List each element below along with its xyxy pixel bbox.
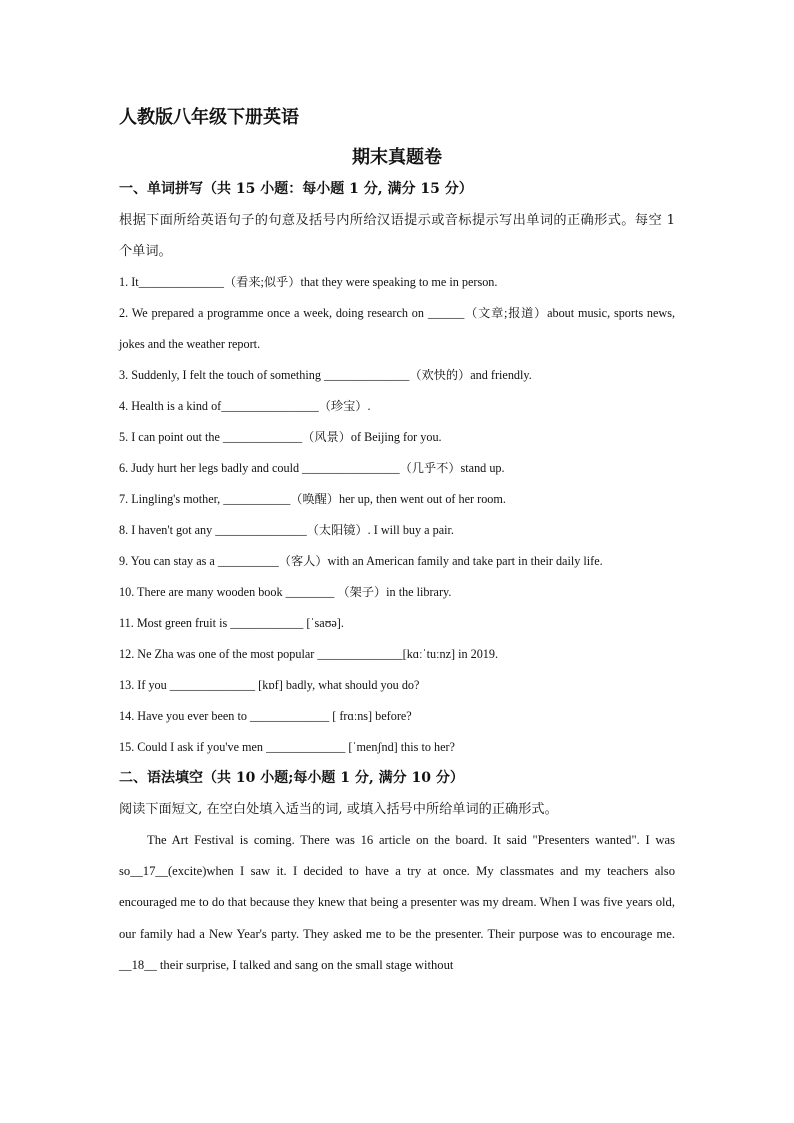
question-item: 2. We prepared a programme once a week, doing research on ______（文章;报道）about music, sports news, jokes and the weather report. — [119, 306, 675, 351]
section-instruction: 根据下面所给英语句子的句意及括号内所给汉语提示或音标提示写出单词的正确形式。每空 1 个单词。 — [119, 213, 675, 259]
section-spelling — [119, 174, 675, 763]
question-list — [119, 267, 675, 763]
document-subtitle: 期末真题卷 — [352, 147, 442, 168]
document-body — [119, 103, 675, 981]
question-item: 9. You can stay as a __________（客人）with an American family and take part in their daily life. — [119, 554, 603, 568]
question-item: 8. I haven't got any _______________（太阳镜）. I will buy a pair. — [119, 523, 454, 537]
section-grammar — [119, 763, 675, 981]
question-item: 5. I can point out the _____________（风景）of Beijing for you. — [119, 430, 442, 444]
question-item: 12. Ne Zha was one of the most popular ______________[kɑːˈtuːnz] in 2019. — [119, 647, 499, 661]
reading-passage: The Art Festival is coming. There was 16 article on the board. It said "Presenters wanted". I was so__17__(excite)when I saw it. I decided to have a try at once. My classmates and my teachers also encouraged me to do that because they knew that being a presenter was my dream. When I was five years old, our family had a New Year's party. They asked me to be the presenter. Their purpose was to encourage me. __18__ their surprise, I talked and sang on the small stage without — [119, 833, 675, 972]
question-item: 15. Could I ask if you've men _____________ [ˈmenʃnd] this to her? — [119, 740, 455, 754]
question-item: 6. Judy hurt her legs badly and could ________________（几乎不）stand up. — [119, 461, 505, 475]
question-item: 3. Suddenly, I felt the touch of something ______________（欢快的）and friendly. — [119, 368, 532, 382]
question-item: 1. It______________（看来;似乎）that they were speaking to me in person. — [119, 275, 498, 289]
question-item: 10. There are many wooden book ________ （架子）in the library. — [119, 585, 452, 599]
question-item: 7. Lingling's mother, ___________（唤醒）her up, then went out of her room. — [119, 492, 506, 506]
question-item: 13. If you ______________ [kɒf] badly, what should you do? — [119, 678, 420, 692]
section-heading: 一、单词拼写（共 15 小题：每小题 1 分, 满分 15 分） — [119, 181, 473, 197]
section-heading: 二、语法填空（共 10 小题;每小题 1 分, 满分 10 分） — [119, 770, 464, 786]
question-item: 11. Most green fruit is ____________ [ˈsaʊə]. — [119, 616, 344, 630]
section-instruction: 阅读下面短文, 在空白处填入适当的词, 或填入括号中所给单词的正确形式。 — [119, 802, 558, 817]
question-item: 14. Have you ever been to _____________ [ frɑːns] before? — [119, 709, 412, 723]
document-title: 人教版八年级下册英语 — [119, 107, 299, 128]
question-item: 4. Health is a kind of________________（珍宝）. — [119, 399, 371, 413]
